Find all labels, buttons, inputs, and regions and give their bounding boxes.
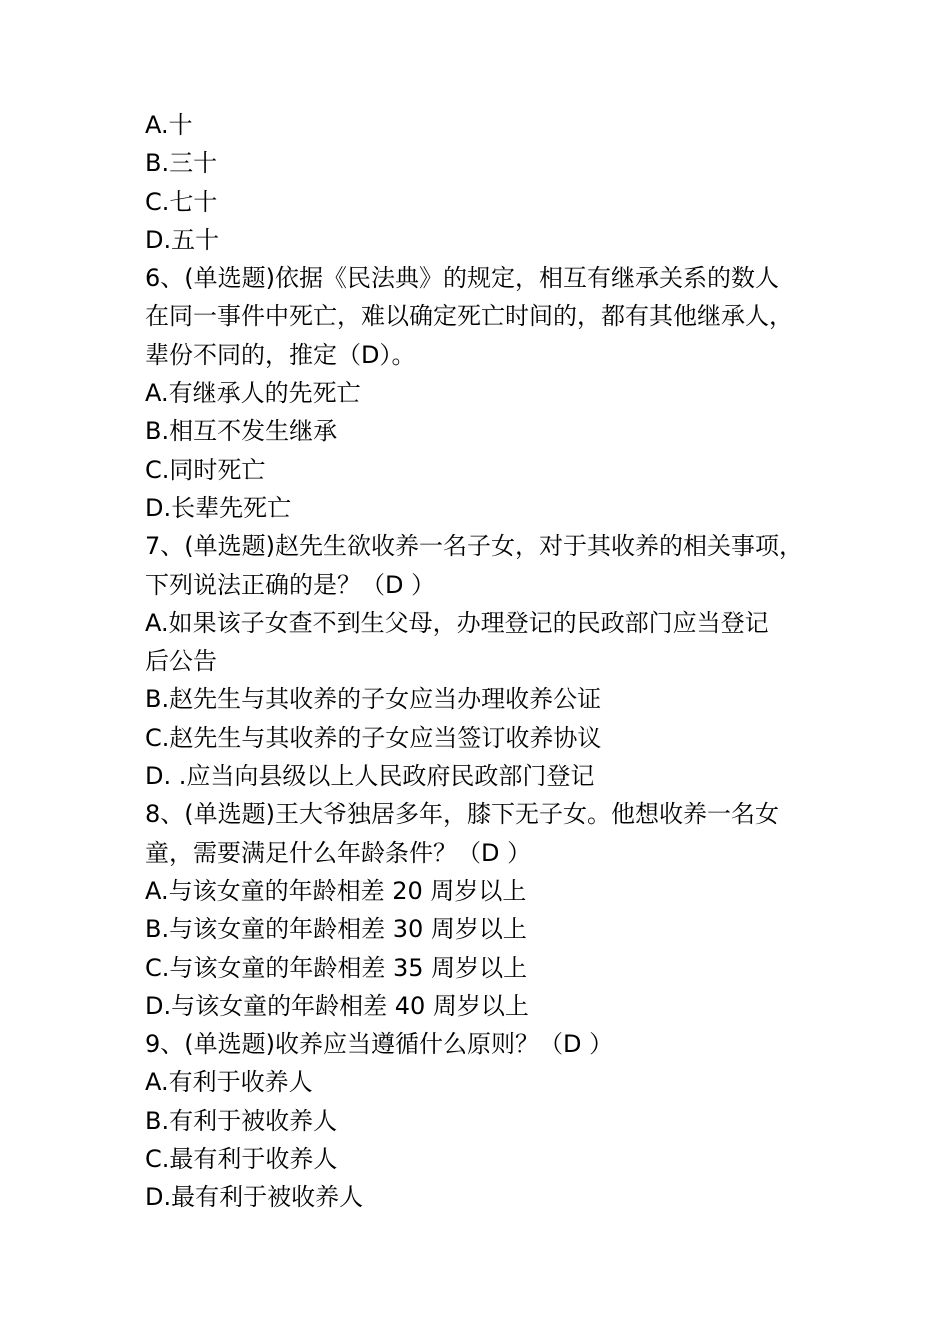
option-a-q7-line-1: A.如果该子女查不到生父母，办理登记的民政部门应当登记 — [145, 608, 769, 637]
option-d-q5: D.五十 — [145, 225, 220, 254]
question-8-line-1: 8、(单选题)王大爷独居多年，膝下无子女。他想收养一名女 — [145, 800, 779, 829]
question-6-line-1: 6、(单选题)依据《民法典》的规定，相互有继承关系的数人 — [145, 264, 779, 293]
option-b-q7: B.赵先生与其收养的子女应当办理收养公证 — [145, 685, 602, 714]
document-page — [145, 106, 815, 1217]
option-d-q9: D.最有利于被收养人 — [145, 1183, 364, 1212]
question-8-line-2: 童，需要满足什么年龄条件？（D ） — [145, 838, 532, 867]
option-a-q8: A.与该女童的年龄相差 20 周岁以上 — [145, 876, 527, 905]
question-6-line-3: 辈份不同的，推定（D）。 — [145, 340, 416, 369]
option-d-q6: D.长辈先死亡 — [145, 493, 292, 522]
option-b-q9: B.有利于被收养人 — [145, 1106, 338, 1135]
option-c-q7: C.赵先生与其收养的子女应当签订收养协议 — [145, 723, 602, 752]
option-d-q8: D.与该女童的年龄相差 40 周岁以上 — [145, 991, 529, 1020]
question-7-line-2: 下列说法正确的是？（D ） — [145, 570, 436, 599]
option-b-q5: B.三十 — [145, 149, 218, 178]
option-c-q8: C.与该女童的年龄相差 35 周岁以上 — [145, 953, 528, 982]
question-9: 9、(单选题)收养应当遵循什么原则？（D ） — [145, 1030, 614, 1059]
option-b-q6: B.相互不发生继承 — [145, 417, 338, 446]
option-b-q8: B.与该女童的年龄相差 30 周岁以上 — [145, 915, 527, 944]
option-a-q5: A.十 — [145, 111, 193, 139]
question-7-line-1: 7、(单选题)赵先生欲收养一名子女，对于其收养的相关事项， — [145, 532, 803, 561]
option-c-q6: C.同时死亡 — [145, 455, 266, 484]
option-a-q9: A.有利于收养人 — [145, 1068, 313, 1097]
option-c-q9: C.最有利于收养人 — [145, 1145, 338, 1174]
option-a-q7-line-2: 后公告 — [145, 647, 217, 676]
option-d-q7: D. .应当向县级以上人民政府民政部门登记 — [145, 762, 595, 791]
option-c-q5: C.七十 — [145, 187, 218, 216]
question-6-line-2: 在同一事件中死亡，难以确定死亡时间的，都有其他继承人， — [145, 302, 793, 331]
option-a-q6: A.有继承人的先死亡 — [145, 379, 361, 408]
